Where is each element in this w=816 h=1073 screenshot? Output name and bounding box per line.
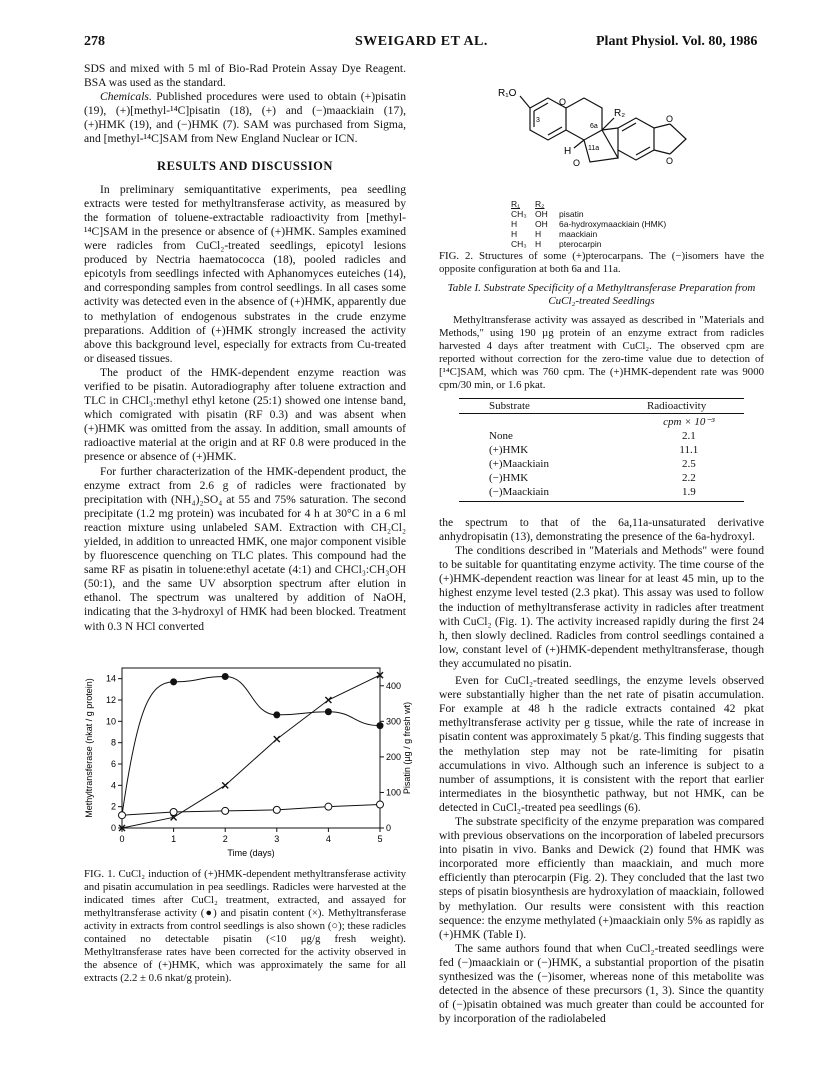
x-tick-label: 5 [377, 834, 383, 844]
svg-text:O: O [573, 158, 581, 168]
y-left-tick-label: 4 [110, 780, 116, 791]
journal-citation: Plant Physiol. Vol. 80, 1986 [596, 34, 758, 49]
x-axis-label: Time (days) [227, 848, 275, 858]
y-left-axis-label: Methyltransferase (nkat / g protein) [84, 678, 94, 818]
table-1-grid [459, 399, 744, 413]
paragraph-chemicals [84, 90, 406, 146]
y-left-tick-label: 8 [110, 737, 116, 748]
data-point-pisatin [325, 697, 331, 703]
data-point-control [222, 807, 229, 814]
x-tick-label: 2 [222, 834, 228, 844]
paragraph-results-3: For further characterization of the HMK-dependent product, the enzyme extract from 2.6 g of radicles were fractionated by precipitation with (NH₄)₂SO₄ at 55 and 75% saturation. The second precipitate (1.2 mg protein) was incubated for 4 h at 30°C in a 6 ml reaction mixture using unlabeled SAM. Extraction with CH₂Cl₂ yielded, in addition to unreacted HMK, one major component visible by fluorescence quenching on TLC plates. This compound had the same RF as pisatin in toluene:ethyl acetate (4:1) and CHCl₃:CH₃OH (50:1), and the same UV absorption spectrum after elution in ethanol. The spectrum was unaltered by addition of NaOH, indicating that the 3-hydroxyl of HMK had been blocked. Treatment with 0.3 N HCl converted [84, 464, 406, 633]
label-position-6a: 6a [590, 123, 598, 130]
table-1-title: Table I. Substrate Specificity of a Methyltransferase Preparation from CuCl₂-treated Seedlings [447, 282, 756, 307]
data-point-methyltransferase [273, 711, 280, 718]
y-left-tick-label: 10 [105, 716, 116, 727]
svg-text:O: O [666, 156, 674, 166]
paragraph-results-2: The product of the HMK-dependent enzyme reaction was verified to be pisatin. Autoradiography after toluene extraction and TLC in CHCl₃:methyl ethyl ketone (25:1) showed one intense band, which comigrated with pisatin (RF 0.3) and was absent when (+)HMK was omitted from the assay. In addition, small amounts of radioactive material at the origin and at RF 0.8 were produced in the presence or absence of (+)HMK. [84, 365, 406, 464]
data-point-pisatin [222, 782, 228, 788]
y-left-tick-label: 6 [110, 759, 116, 769]
page-number: 278 [84, 34, 105, 49]
paragraph-right-cont: the spectrum to that of the 6a,11a-unsaturated derivative anhydropisatin (13), demonstrating the presence of the 6a-hydroxyl. [439, 516, 764, 544]
paragraph-right-4: The same authors found that when CuCl₂-treated seedlings were fed (−)maackiain or (−)HMK, a substantial proportion of the pisatin synthesized was the (−)isomer, whereas none of this metabolite was detected in the absence of these precursors (1, 3). Since the quantity of (−)pisatin obtained was much greater than could be accounted for by incorporation of the radiolabeled [439, 941, 764, 1026]
table-row [459, 429, 744, 443]
section-title: RESULTS AND DISCUSSION [157, 158, 333, 173]
data-point-control [325, 803, 332, 810]
legend-header [511, 199, 666, 209]
legend-row [511, 209, 666, 219]
legend-substituent: H [511, 219, 518, 229]
figure-2-caption: FIG. 2. Structures of some (+)pterocarpans. The (−)isomers have the opposite configuration at both 6a and 11a. [439, 250, 764, 275]
table-cell-substrate: (−)HMK [489, 472, 529, 484]
table-cell-radioactivity: 2.2 [681, 472, 696, 484]
series-line-2 [122, 805, 380, 816]
legend-compound: maackiain [559, 229, 598, 239]
legend-row [511, 229, 666, 239]
x-tick-label: 1 [171, 834, 177, 844]
table-header-radioactivity: Radioactivity [646, 400, 707, 412]
legend-substituent: H [511, 229, 518, 239]
y-right-tick-label: 200 [386, 751, 402, 762]
table-row [459, 457, 744, 471]
table-1-body [459, 414, 744, 499]
legend-substituent: H [535, 229, 542, 239]
figure-1-caption: FIG. 1. CuCl₂ induction of (+)HMK-dependent methyltransferase activity and pisatin accumulation in pea seedlings. Radicles were harvested at the indicated times after CuCl₂ treatment, extracted, and assayed for methyltransferase activity (●) and pisatin content (×). Methyltransferase activity in extracts from control seedlings is also shown (○); these radicles contained no detectable pisatin (<10 μg/g fresh weight). Methyltransferase rates have been corrected for the activity observed in the absence of (+)HMK, which was approximately the same for all extracts (2.2 ± 0.6 nkat/g protein). [84, 868, 406, 984]
right-column [439, 516, 764, 1026]
y-left-tick-label: 14 [105, 673, 116, 684]
data-point-methyltransferase [377, 722, 384, 729]
table-header-row [459, 399, 744, 413]
data-point-control [377, 801, 384, 808]
data-point-methyltransferase [222, 673, 229, 680]
label-h: H [564, 146, 572, 157]
figure-2-structure [490, 78, 770, 198]
figure-1-chart [80, 660, 416, 860]
legend-substituent: OH [535, 219, 548, 229]
chemicals-lead: Chemicals. [100, 90, 152, 104]
y-left-tick-label: 12 [105, 695, 116, 705]
table-1-note: Methyltransferase activity was assayed as described in "Materials and Methods," using 190 µg protein of an enzyme extract from radicles harvested 4 days after treatment with CuCl₂. The observed cpm are reported without correction for the zero-time value due to detection of [¹⁴C]SAM, which was 760 cpm. The (+)HMK-dependent rate was 9000 cpm/30 min, or 1.6 pkat. [439, 314, 764, 391]
label-position-3: 3 [536, 117, 540, 124]
y-right-tick-label: 300 [386, 716, 402, 727]
figure-2-legend [511, 199, 666, 249]
table-cell-radioactivity: 2.5 [681, 458, 696, 470]
y-right-axis-label: Pisatin (µg / g fresh wt) [402, 701, 412, 795]
table-cell-substrate: (−)Maackiain [489, 486, 549, 498]
label-r1o: R₁O [498, 88, 517, 99]
table-row [459, 485, 744, 499]
y-right-tick-label: 100 [386, 787, 402, 798]
label-r2: R₂ [614, 108, 626, 119]
paragraph-intro: SDS and mixed with 5 ml of Bio-Rad Protein Assay Dye Reagent. BSA was used as the standard. [84, 62, 406, 90]
legend-substituent: CH₃ [511, 239, 527, 249]
plot-frame [122, 668, 380, 828]
legend-header-r1: R₁ [511, 199, 521, 209]
table-cell-substrate: (+)Maackiain [489, 458, 549, 470]
running-authors: SWEIGARD ET AL. [355, 34, 488, 49]
legend-substituent: CH₃ [511, 209, 527, 219]
series-line-1 [122, 675, 380, 828]
paragraph-right-2: Even for CuCl₂-treated seedlings, the enzyme levels observed were substantially higher than the net rate of pisatin accumulation. For example at 48 h the radicle extracts contained 42 pkat methyltransferase activity per g tissue, while the rate of increase in pisatin content was approximately 5 pkat/g. This finding suggests that the methylation step may not be rate-limiting for pisatin accumulations in vivo. Although such an inference is subject to a number of assumptions, it is consistent with the report that earlier intermediates in the biosynthetic pathway, but not HMK, can be detected in CuCl₂-treated pea seedlings (6). [439, 674, 764, 814]
table-1 [439, 282, 764, 502]
legend-row [511, 219, 666, 229]
table-row [459, 443, 744, 457]
data-point-control [273, 806, 280, 813]
svg-text:O: O [666, 114, 674, 124]
table-cell-substrate: None [489, 430, 513, 442]
legend-substituent: H [535, 239, 542, 249]
paragraph-results-1: In preliminary semiquantitative experiments, pea seedling extracts were tested for methyltransferase activity, as measured by the formation of toluene-extractable radioactivity from [methyl-¹⁴C]SAM in the presence or absence of (+)HMK. Samples examined were radicles from CuCl₂-treated seedlings, epicotyl lesions produced by Nectria haematococca (18), pooled radicles and epicotyls from seedlings infected with Aphanomyces euteiches (14), and corresponding samples from control seedlings. In all cases some activity was detected even in the absence of (+)HMK, apparently due to methylation of endogenous substrates in the crude enzyme preparations. Addition of (+)HMK strongly increased the activity above this background level, especially for extracts from Cu-treated or diseased tissues. [84, 182, 406, 365]
legend-compound: pisatin [559, 209, 584, 219]
series-line-0 [122, 677, 380, 816]
table-cell-radioactivity: 2.1 [681, 430, 696, 442]
legend-compound: pterocarpin [559, 239, 602, 249]
legend-substituent: OH [535, 209, 548, 219]
data-point-control [170, 809, 177, 816]
y-right-tick-label: 0 [386, 823, 392, 833]
table-cell-substrate: (+)HMK [489, 444, 529, 456]
data-point-methyltransferase [170, 678, 177, 685]
paragraph-right-3: The substrate specificity of the enzyme preparation was compared with previous observations on the incorporation of labeled precursors into pisatin in vivo. Banks and Dewick (2) found that HMK was incorporated more efficiently than maackiain, and much more efficiently than pterocarpin (Fig. 2). They concluded that the last two steps of pisatin biosynthesis are hydroxylation of maackiain, followed by methylation. Our results were consistent with this reaction sequence: the enzyme methylated (+)maackiain only 5% as rapidly as (+)HMK (Table I). [439, 814, 764, 941]
y-right-tick-label: 400 [386, 680, 402, 691]
data-point-methyltransferase [325, 708, 332, 715]
table-row [459, 471, 744, 485]
x-tick-label: 0 [119, 834, 125, 844]
data-point-pisatin [274, 736, 280, 742]
table-header-substrate: Substrate [489, 400, 530, 412]
table-units: cpm × 10⁻³ [663, 416, 715, 428]
data-point-control [119, 812, 126, 819]
legend-row [511, 239, 666, 249]
legend-compound: 6a-hydroxymaackiain (HMK) [559, 219, 667, 229]
left-column [84, 62, 406, 634]
y-left-tick-label: 0 [110, 823, 116, 833]
table-cell-radioactivity: 1.9 [681, 486, 696, 498]
paragraph-right-1: The conditions described in "Materials and Methods" were found to be suitable for quantitating enzyme activity. The time course of the (+)HMK-dependent reaction was linear for at least 45 min, up to the highest enzyme level tested (2.3 pkat). This assay was used to follow the induction of methyltransferase activity in radicles after treatment with CuCl₂ (Fig. 1). The activity increased rapidly during the first 24 h, then slowly declined. Radicles from control seedlings contained a low, constant level of (+)HMK-dependent methyltransferase, though they accumulated no pisatin. [439, 544, 764, 670]
label-position-11a: 11a [588, 145, 600, 152]
x-tick-label: 4 [325, 834, 331, 844]
legend-header-r2: R₂ [535, 199, 545, 209]
chemicals-text: Published procedures were used to obtain (+)pisatin (19), (+)[methyl-¹⁴C]pisatin (18), (+) and (−)maackiain (17), (+)HMK (19), and (−)HMK (7). SAM was purchased from Sigma, and [methyl-¹⁴C]SAM from New England Nuclear or ICN. [84, 90, 406, 146]
svg-text:O: O [559, 97, 567, 107]
x-tick-label: 3 [274, 834, 280, 844]
y-left-tick-label: 2 [110, 801, 116, 812]
table-cell-radioactivity: 11.1 [679, 444, 699, 456]
